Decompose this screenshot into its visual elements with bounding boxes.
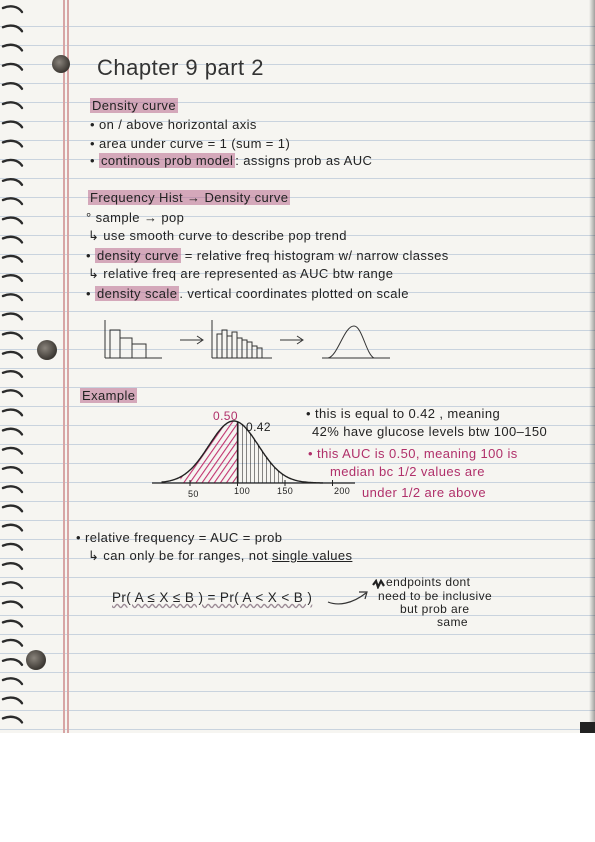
spiral-coil bbox=[3, 390, 22, 396]
spiral-coil bbox=[3, 486, 22, 492]
hist2-bar bbox=[257, 348, 262, 358]
spiral-coil bbox=[3, 122, 22, 128]
spiral-coil bbox=[3, 506, 22, 512]
spiral-coil bbox=[3, 6, 22, 12]
example-note-pink-2: median bc 1/2 values are bbox=[330, 464, 485, 479]
example-note-pink-3: under 1/2 are above bbox=[362, 485, 486, 500]
density-curve-term: density curve bbox=[96, 248, 179, 263]
spiral-coil bbox=[3, 429, 22, 435]
spiral-coil bbox=[3, 198, 22, 204]
ranges-line-text: ↳ can only be for ranges, not bbox=[88, 548, 273, 563]
spiral-coil bbox=[3, 582, 22, 588]
spiral-coil bbox=[3, 275, 22, 281]
endpoints-note-4: same bbox=[437, 615, 468, 629]
spiral-coil bbox=[3, 678, 22, 684]
hist2-bar bbox=[242, 340, 247, 358]
spiral-coil bbox=[3, 26, 22, 32]
sample-pop-line: ° sample → pop bbox=[86, 210, 185, 225]
tick-label-150: 150 bbox=[277, 486, 294, 496]
endpoints-note-1: endpoints dont bbox=[386, 575, 471, 589]
relative-freq-line: ↳ relative freq are represented as AUC btw range bbox=[88, 266, 394, 281]
spiral-coil bbox=[3, 102, 22, 108]
hist1-bar bbox=[132, 344, 146, 358]
spiral-coil bbox=[3, 717, 22, 723]
hist2-bar bbox=[222, 330, 227, 358]
section-heading-example bbox=[80, 388, 137, 403]
tick-label-200: 200 bbox=[334, 486, 351, 496]
density-scale-term: density scale bbox=[96, 286, 178, 301]
example-note-pink-1: • this AUC is 0.50, meaning 100 is bbox=[308, 446, 518, 461]
spiral-coil bbox=[3, 64, 22, 70]
spiral-binding bbox=[0, 0, 26, 733]
label-0-50: 0.50 bbox=[213, 409, 238, 423]
margin-line-right bbox=[67, 0, 69, 733]
label-0-42: 0.42 bbox=[246, 420, 271, 434]
spiral-coil bbox=[3, 525, 22, 531]
hist2-bar bbox=[232, 332, 237, 358]
example-note-black-1: • this is equal to 0.42 , meaning bbox=[306, 406, 501, 421]
bullet-2-text: area under curve = 1 (sum = 1) bbox=[98, 136, 291, 151]
spiral-coil bbox=[3, 448, 22, 454]
scribble-mark bbox=[372, 579, 386, 589]
ranges-line bbox=[88, 548, 352, 564]
shaded-area-below-100 bbox=[181, 421, 238, 483]
bullet-2: • area under curve = 1 (sum = 1) bbox=[90, 136, 291, 151]
single-values-text: single values bbox=[272, 548, 353, 563]
density-scale-line: • density scale . vertical coordinates plotted on scale bbox=[86, 286, 409, 301]
spiral-coil bbox=[3, 352, 22, 358]
hist1-bar bbox=[120, 338, 132, 358]
continuous-prob-model-def: : assigns prob as AUC bbox=[235, 153, 373, 168]
smooth-curve-line: ↳ use smooth curve to describe pop trend bbox=[88, 228, 347, 243]
endpoints-note-3: but prob are bbox=[400, 602, 470, 616]
spiral-coil bbox=[3, 371, 22, 377]
spiral-coil bbox=[3, 410, 22, 416]
spiral-coil bbox=[3, 698, 22, 704]
spiral-coil bbox=[3, 141, 22, 147]
spiral-coil bbox=[3, 659, 22, 665]
hist2-bar bbox=[217, 334, 222, 358]
bullet-1-text: on / above horizontal axis bbox=[98, 117, 257, 132]
section-heading-frequency bbox=[88, 190, 290, 205]
density-curve-sketch bbox=[328, 326, 374, 358]
spiral-coil bbox=[3, 563, 22, 569]
spiral-coil bbox=[3, 640, 22, 646]
margin-line-left bbox=[63, 0, 65, 733]
relative-freq-prob-line: • relative frequency = AUC = prob bbox=[76, 530, 283, 545]
example-heading: Example bbox=[82, 388, 136, 403]
example-note-black-2: 42% have glucose levels btw 100–150 bbox=[312, 424, 548, 439]
density-curve-def-line: • density curve = relative freq histogram w/ narrow classes bbox=[86, 248, 449, 263]
spiral-coil bbox=[3, 314, 22, 320]
punch-hole-middle bbox=[37, 340, 57, 360]
sample-pop-text: sample → pop bbox=[95, 210, 185, 225]
formula-arrow bbox=[326, 584, 372, 608]
page-title: Chapter 9 part 2 bbox=[97, 55, 264, 80]
tick-label-100: 100 bbox=[234, 486, 251, 496]
punch-hole-bottom bbox=[26, 650, 46, 670]
spiral-coil bbox=[3, 294, 22, 300]
bullet-3: • continous prob model : assigns prob as AUC bbox=[90, 153, 373, 168]
spiral-coil bbox=[3, 237, 22, 243]
spiral-coil bbox=[3, 218, 22, 224]
hist2-bar bbox=[237, 338, 242, 358]
spiral-coil bbox=[3, 333, 22, 339]
density-scale-def: . vertical coordinates plotted on scale bbox=[179, 286, 409, 301]
density-curve-heading: Density curve bbox=[92, 98, 176, 113]
spiral-coil bbox=[3, 160, 22, 166]
spiral-coil bbox=[3, 602, 22, 608]
spiral-coil bbox=[3, 544, 22, 550]
spiral-coil bbox=[3, 83, 22, 89]
hist1-bar bbox=[110, 330, 120, 358]
page-corner-shadow bbox=[580, 722, 595, 733]
frequency-heading: Frequency Hist → Density curve bbox=[90, 190, 289, 205]
punch-hole-top bbox=[52, 55, 70, 73]
probability-formula: Pr( A ≤ X ≤ B ) = Pr( A < X < B ) bbox=[112, 590, 313, 605]
bullet-1: • on / above horizontal axis bbox=[90, 117, 257, 132]
section-heading-density-curve bbox=[90, 98, 178, 113]
spiral-coil bbox=[3, 45, 22, 51]
histogram-to-density-sketch bbox=[100, 318, 390, 368]
hist2-bar bbox=[247, 342, 252, 358]
spiral-coil bbox=[3, 179, 22, 185]
density-curve-def: = relative freq histogram w/ narrow classes bbox=[180, 248, 449, 263]
continuous-prob-model-term: continous prob model bbox=[100, 153, 234, 168]
spiral-coil bbox=[3, 467, 22, 473]
spiral-coil bbox=[3, 256, 22, 262]
hist2-bar bbox=[227, 336, 232, 358]
tick-label-50: 50 bbox=[188, 489, 199, 499]
endpoints-note-2: need to be inclusive bbox=[378, 589, 493, 603]
hist2-bar bbox=[252, 346, 257, 358]
spiral-coil bbox=[3, 621, 22, 627]
